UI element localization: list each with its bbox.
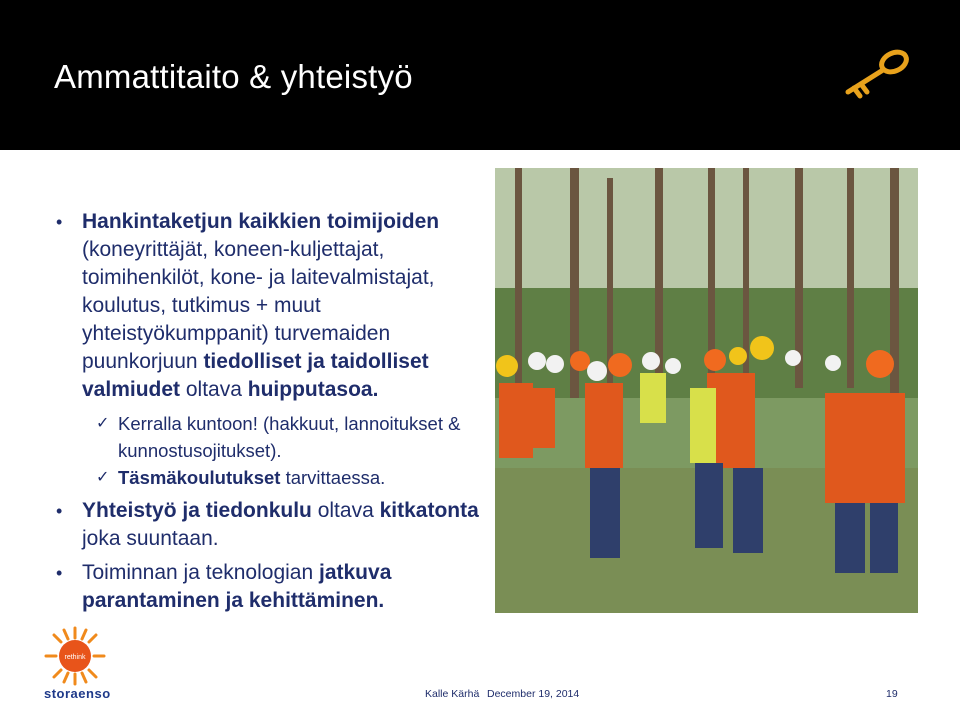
footer-page-number: 19 [886,688,898,700]
golden-key-icon [836,46,916,104]
slide-title: Ammattitaito & yhteistyö [54,58,413,95]
bullet-text: Toiminnan ja teknologian [82,561,319,584]
bullet-text: oltava [180,378,248,401]
sub-text: (hakkuut, lannoitukset & kunnostusojitukset). [118,413,461,461]
checkmark-icon: ✓ [96,469,110,486]
stora-enso-sun-logo [40,624,110,688]
bullet-text-bold: tiedolliset ja taidolliset valmiudet [82,350,429,401]
sub-item-tasmakoulutukset [56,464,486,491]
text-content [56,208,486,621]
bullet-text-bold: kitkatonta [379,499,479,522]
sub-list [56,410,486,491]
sub-text: Kerralla kuntoon! [118,413,258,434]
forestry-workers-photo [495,168,918,613]
bullet-text-bold: Hankintaketjun kaikkien toimijoiden [82,210,440,233]
footer-date: December 19, 2014 [487,688,580,700]
bullet-text: joka suuntaan. [82,527,219,550]
bullet-dot: • [56,501,63,521]
bullet-dot: • [56,563,63,583]
sub-item-kerralla [56,410,486,464]
bullet-hankintaketju [56,208,486,404]
checkmark-icon: ✓ [96,415,110,432]
bullet-text-bold: huipputasoa. [247,378,379,401]
sub-text: tarvittaessa. [280,467,386,488]
bullet-text-bold: jatkuva parantaminen ja kehittäminen. [82,561,392,612]
bullet-dot: • [56,212,63,232]
bullet-text: (koneyrittäjät, koneen-kuljettajat, toimihenkilöt, kone- ja laitevalmistajat, koulutus, tutkimus + muut yhteistyökumppanit) turvemaiden puunkorjuun [82,238,435,373]
logo-badge-text: rethink [64,654,86,661]
bullet-yhteistyo [56,497,486,553]
bullet-text-bold: Yhteistyö ja tiedonkulu [82,499,312,522]
sub-text-bold: Täsmäkoulutukset [118,467,281,488]
bullet-toiminnan [56,559,486,615]
bullet-text: oltava [311,499,380,522]
title-bar [0,0,960,150]
footer-author: Kalle Kärhä [425,688,480,700]
brand-name: storaenso [44,686,111,701]
